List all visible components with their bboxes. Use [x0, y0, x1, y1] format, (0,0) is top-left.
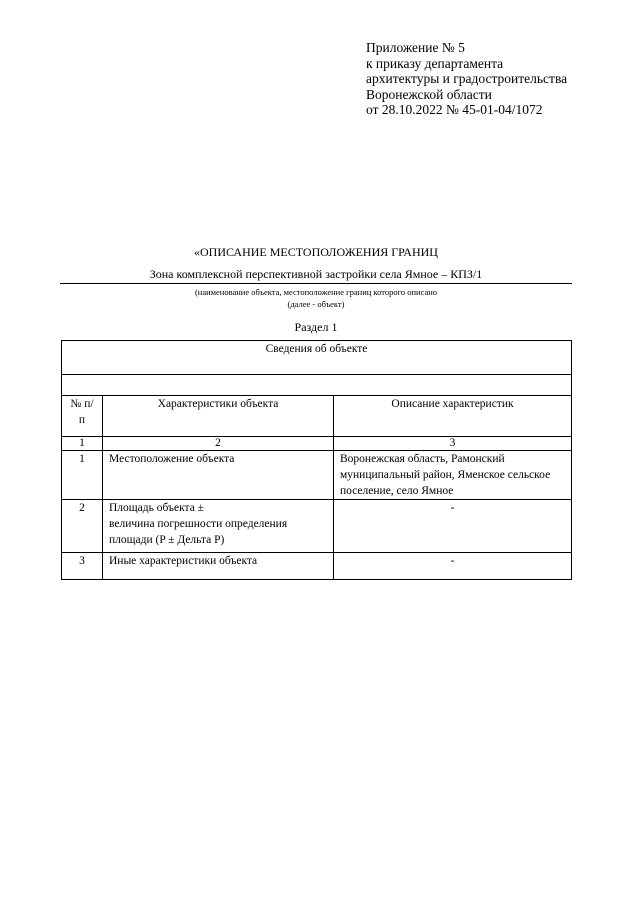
object-name: Зона комплексной перспективной застройки села Ямное – КПЗ/1	[149, 267, 483, 281]
appendix-header	[366, 40, 567, 118]
column-header-row	[62, 396, 572, 437]
object-name-note	[60, 287, 572, 310]
table-heading: Сведения об объекте	[62, 341, 572, 375]
document-title: «ОПИСАНИЕ МЕСТОПОЛОЖЕНИЯ ГРАНИЦ	[194, 245, 438, 259]
table-row	[62, 553, 572, 580]
characteristic-name: Иные характеристики объекта	[103, 553, 334, 580]
row-number: 1	[62, 451, 103, 500]
appendix-line: архитектуры и градостроительства	[366, 71, 568, 87]
table-row	[62, 451, 572, 500]
appendix-line: Воронежской области	[366, 86, 492, 102]
characteristic-description: -	[334, 553, 572, 580]
underline-divider	[60, 283, 572, 284]
note-line: (наименование объекта, местоположение границ которого описано	[194, 287, 438, 297]
characteristic-name-line: величина погрешности определения площади (P ± Дельта P)	[109, 518, 288, 546]
object-info-table	[61, 340, 572, 580]
characteristic-name	[103, 500, 334, 553]
characteristic-description: -	[334, 500, 572, 553]
column-number: 3	[334, 437, 572, 451]
characteristic-name-line: Площадь объекта ±	[109, 502, 204, 514]
column-header-num: № п/п	[62, 396, 103, 437]
characteristic-description: Воронежская область, Рамонский муниципальный район, Яменское сельское поселение, село Ямное	[334, 451, 572, 500]
appendix-line: к приказу департамента	[366, 55, 504, 71]
row-number: 3	[62, 553, 103, 580]
empty-cell	[62, 375, 572, 396]
table-row	[62, 500, 572, 553]
column-header-name: Характеристики объекта	[103, 396, 334, 437]
column-header-desc: Описание характеристик	[334, 396, 572, 437]
appendix-line: Приложение № 5	[366, 40, 465, 55]
table-heading-row	[62, 341, 572, 375]
appendix-line: от 28.10.2022 № 45-01-04/1072	[366, 102, 543, 118]
column-number-row	[62, 437, 572, 451]
table-spacer-row	[62, 375, 572, 396]
column-number: 1	[62, 437, 103, 451]
note-line: (далее - объект)	[287, 298, 345, 309]
column-number: 2	[103, 437, 334, 451]
characteristic-name: Местоположение объекта	[103, 451, 334, 500]
section-title: Раздел 1	[294, 320, 338, 334]
row-number: 2	[62, 500, 103, 553]
